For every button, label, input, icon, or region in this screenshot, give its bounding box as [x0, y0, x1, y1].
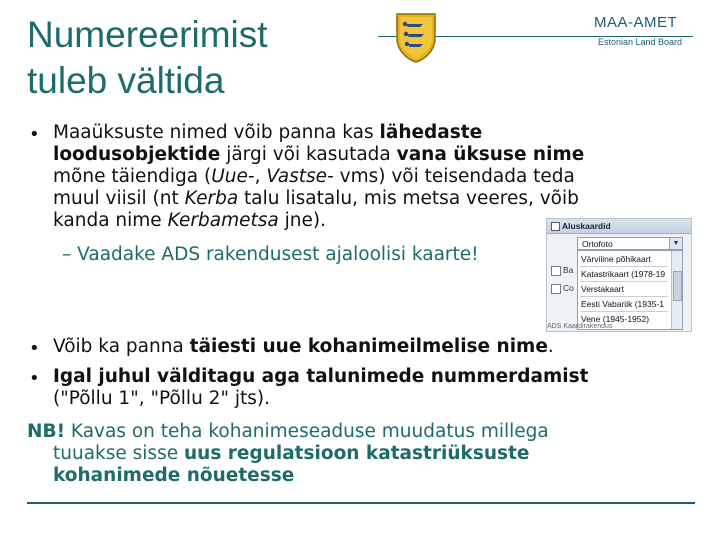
basemap-option[interactable]: Vene (1945-1952)	[581, 314, 650, 324]
basemap-select[interactable]	[577, 237, 683, 250]
text-run: jne).	[278, 210, 326, 231]
bullet1-line3	[53, 166, 575, 188]
text-run-italic: Kerbametsa	[167, 210, 279, 231]
text-run-bold: kohanimede nõuetesse	[53, 465, 295, 486]
text-run-italic: Kerba	[184, 188, 239, 209]
text-run-bold: lähedaste	[379, 122, 483, 143]
basemap-selected-value: Ortofoto	[582, 239, 613, 249]
coat-of-arms-icon	[393, 10, 439, 64]
bullet-marker: •	[29, 338, 40, 359]
ads-side-checkbox[interactable]	[551, 266, 561, 276]
text-run: Võib ka panna	[53, 336, 190, 357]
text-run: Maaüksuste nimed võib panna kas	[53, 122, 380, 143]
option-divider	[580, 311, 668, 312]
bullet1-line4	[53, 188, 579, 210]
bullet3-line2	[53, 388, 270, 410]
basemap-option[interactable]: Värviline põhikaart	[581, 254, 651, 264]
option-divider	[580, 296, 668, 297]
text-run: tuuakse sisse	[53, 443, 184, 464]
options-scrollbar[interactable]	[671, 251, 682, 329]
slide-title	[27, 12, 268, 104]
option-divider	[580, 281, 668, 282]
sub-bullet-ads	[62, 242, 479, 268]
text-run: kanda nime	[53, 210, 168, 231]
ads-footer-text: ADS Kaardirakendus	[547, 323, 613, 330]
text-run-italic: Uue-	[211, 166, 255, 187]
text-run: talu lisatalu, mis metsa veeres, võib	[238, 188, 579, 209]
title-line-2: tuleb vältida	[27, 60, 225, 101]
scrollbar-thumb[interactable]	[673, 271, 682, 301]
brand-subtitle: Estonian Land Board	[598, 37, 683, 47]
ads-hint-text: Vaadake ADS rakendusest ajaloolisi kaarte!	[77, 244, 479, 265]
bottom-rule	[27, 502, 695, 504]
dash-marker: –	[62, 244, 72, 265]
bullet1-line2	[53, 144, 584, 166]
ads-basemap-screenshot	[546, 218, 692, 332]
option-divider	[580, 266, 668, 267]
bullet1-line1	[53, 122, 482, 144]
nb-line1	[27, 421, 549, 443]
text-run-italic: Vastse-	[266, 166, 334, 187]
ads-side-label: Co	[563, 283, 574, 293]
bullet2-line	[53, 336, 554, 358]
text-run: ("Põllu 1", "Põllu 2" jts).	[53, 388, 270, 409]
ads-side-checkbox[interactable]	[551, 284, 561, 294]
basemap-options-list	[577, 250, 683, 330]
basemap-option[interactable]: Verstakaart	[581, 284, 624, 294]
text-run-bold: täiesti uue kohanimeilmelise nime	[189, 336, 548, 357]
text-run: .	[547, 336, 554, 357]
bullet-marker: •	[29, 368, 40, 389]
title-line-1: Numereerimist	[27, 14, 268, 55]
text-run-bold: Igal juhul välditagu aga talunimede nummerdamist	[53, 366, 589, 387]
bullet3-line1	[53, 366, 589, 388]
text-run: järgi või kasutada	[220, 144, 397, 165]
nb-line2	[53, 443, 529, 465]
text-run: Kavas on teha kohanimeseaduse muudatus millega	[65, 421, 549, 442]
ads-header-title: Aluskaardid	[562, 221, 611, 231]
text-run: vms) või teisendada teda	[333, 166, 575, 187]
nb-line3	[53, 465, 294, 487]
text-run-bold: uus regulatsioon katastriüksuste	[183, 443, 530, 464]
text-run: ,	[254, 166, 267, 187]
bullet1-line5	[53, 210, 326, 232]
basemap-option[interactable]: Katastrikaart (1978-19	[581, 269, 666, 279]
ads-side-label: Ba	[563, 265, 574, 275]
ads-header-checkbox[interactable]	[551, 222, 560, 231]
chevron-down-icon[interactable]: ▼	[669, 238, 682, 249]
basemap-option[interactable]: Eesti Vabariik (1935-1	[581, 299, 664, 309]
text-run: mõne täiendiga (	[53, 166, 212, 187]
ads-panel-header	[547, 219, 691, 234]
bullet-marker: •	[29, 124, 40, 145]
text-run: muul viisil (nt	[53, 188, 185, 209]
text-run-bold: vana üksuse nime	[396, 144, 585, 165]
brand-name: MAA-AMET	[590, 14, 681, 31]
text-run-bold: loodusobjektide	[53, 144, 221, 165]
nb-label: NB!	[27, 421, 66, 442]
